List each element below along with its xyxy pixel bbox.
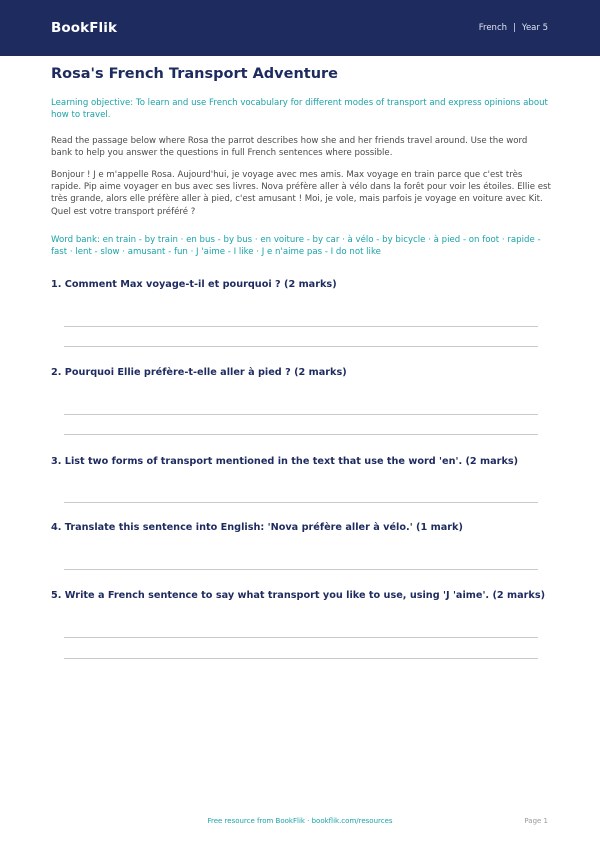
meta-separator: |	[513, 23, 516, 33]
page-header	[0, 0, 600, 56]
footer-credit: Free resource from BookFlik · bookflik.com/resources	[207, 817, 393, 825]
question-3: 3. List two forms of transport mentioned in the text that use the word 'en'. (2 marks)	[51, 456, 519, 467]
instructions: Read the passage below where Rosa the parrot describes how she and her friends travel around. Use the word bank to help you answer the questions in full French sentences where possible.	[51, 136, 528, 159]
question-4: 4. Translate this sentence into English: 'Nova préfère aller à vélo.' (1 mark)	[51, 522, 463, 533]
answer-line[interactable]	[64, 346, 538, 347]
reading-passage: Bonjour ! J e m'appelle Rosa. Aujourd'hui, je voyage avec mes amis. Max voyage en train parce que c'est très rapide. Pip aime voyager en bus avec ses livres. Nova préfère aller à vélo dans la forêt pour voir les étoiles. Ellie est très grande, alors elle préfère aller à pied, c'est amusant ! Moi, je vole, mais parfois je voyage en voiture avec Kit. Quel est votre transport préféré ?	[51, 170, 551, 217]
subject-meta	[479, 23, 548, 33]
answer-line[interactable]	[64, 658, 538, 659]
answer-line[interactable]	[64, 414, 538, 415]
answer-line[interactable]	[64, 502, 538, 503]
subject-label: French	[478, 23, 508, 33]
learning-objective: Learning objective: To learn and use French vocabulary for different modes of transport and express opinions about how to travel.	[51, 98, 548, 121]
answer-line[interactable]	[64, 637, 538, 638]
page-number: Page 1	[524, 817, 548, 825]
brand-logo: BookFlik	[51, 20, 118, 36]
word-bank: Word bank: en train - by train · en bus - by bus · en voiture - by car · à vélo - by bicycle · à pied - on foot · rapide - fast · lent - slow · amusant - fun · J 'aime - I like · J e n'aime pas - I do not like	[51, 235, 541, 258]
question-1: 1. Comment Max voyage-t-il et pourquoi ? (2 marks)	[51, 279, 337, 290]
answer-line[interactable]	[64, 326, 538, 327]
question-5: 5. Write a French sentence to say what transport you like to use, using 'J 'aime'. (2 marks)	[51, 590, 546, 601]
question-2: 2. Pourquoi Ellie préfère-t-elle aller à pied ? (2 marks)	[51, 367, 347, 378]
answer-line[interactable]	[64, 569, 538, 570]
year-label: Year 5	[521, 23, 548, 33]
page-title: Rosa's French Transport Adventure	[51, 66, 339, 82]
answer-line[interactable]	[64, 434, 538, 435]
